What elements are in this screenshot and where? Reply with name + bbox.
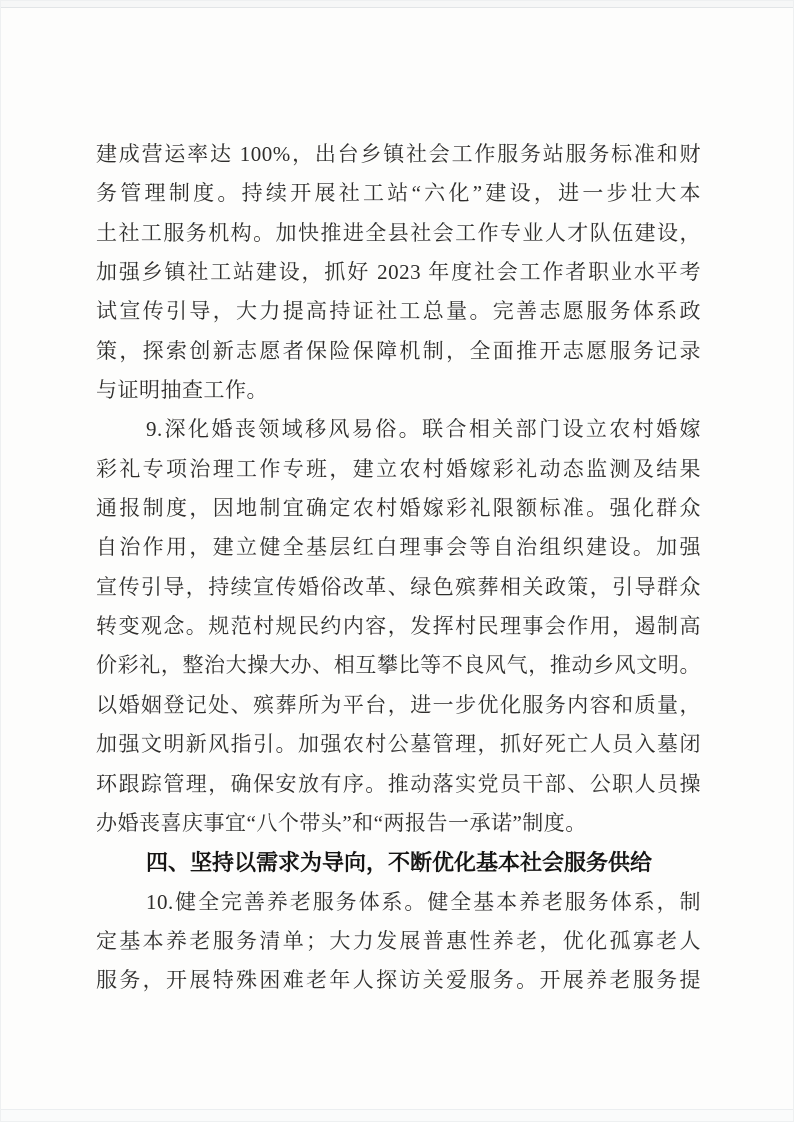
text-line: 建成营运率达 100%，出台乡镇社会工作服务站服务标准和财 [96,142,701,166]
text-line: 加强乡镇社工站建设，抓好 2023 年度社会工作者职业水平考 [96,260,701,285]
text-line: 自治作用，建立健全基层红白理事会等自治组织建设。加强 [96,535,701,560]
text-line: 通报制度，因地制宜确定农村婚嫁彩礼限额标准。强化群众 [96,496,701,521]
text-line: 转变观念。规范村规民约内容，发挥村民理事会作用，遏制高 [96,614,701,639]
document-text [96,135,701,1001]
scan-edge-bottom [1,1109,793,1121]
text-line: 宣传引导，持续宣传婚俗改革、绿色殡葬相关政策，引导群众 [96,574,701,599]
scan-edge-top [1,1,793,8]
text-line: 定基本养老服务清单；大力发展普惠性养老，优化孤寡老人 [96,928,701,953]
text-line: 务管理制度。持续开展社工站“六化”建设，进一步壮大本 [96,181,701,206]
text-line: 办婚丧喜庆事宜“八个带头”和“两报告一承诺”制度。 [96,810,587,835]
text-line: 价彩礼，整治大操大办、相互攀比等不良风气，推动乡风文明。 [96,653,701,678]
text-line: 彩礼专项治理工作专班，建立农村婚嫁彩礼动态监测及结果 [96,456,701,481]
text-line: 9.深化婚丧领域移风易俗。联合相关部门设立农村婚嫁 [146,417,701,442]
text-line: 策，探索创新志愿者保险保障机制，全面推开志愿服务记录 [96,338,701,363]
text-line: 土社工服务机构。加快推进全县社会工作专业人才队伍建设， [96,220,701,245]
text-line: 环跟踪管理，确保安放有序。推动落实党员干部、公职人员操 [96,771,701,796]
text-line: 以婚姻登记处、殡葬所为平台，进一步优化服务内容和质量， [96,692,701,717]
text-line: 与证明抽查工作。 [96,378,268,403]
text-line: 服务，开展特殊困难老年人探访关爱服务。开展养老服务提 [96,968,701,993]
text-line: 10.健全完善养老服务体系。健全基本养老服务体系，制 [146,889,701,914]
section-heading: 四、坚持以需求为导向，不断优化基本社会服务供给 [146,850,653,876]
text-line: 加强文明新风指引。加强农村公墓管理，抓好死亡人员入墓闭 [96,732,701,757]
text-line: 试宣传引导，大力提高持证社工总量。完善志愿服务体系政 [96,299,701,324]
